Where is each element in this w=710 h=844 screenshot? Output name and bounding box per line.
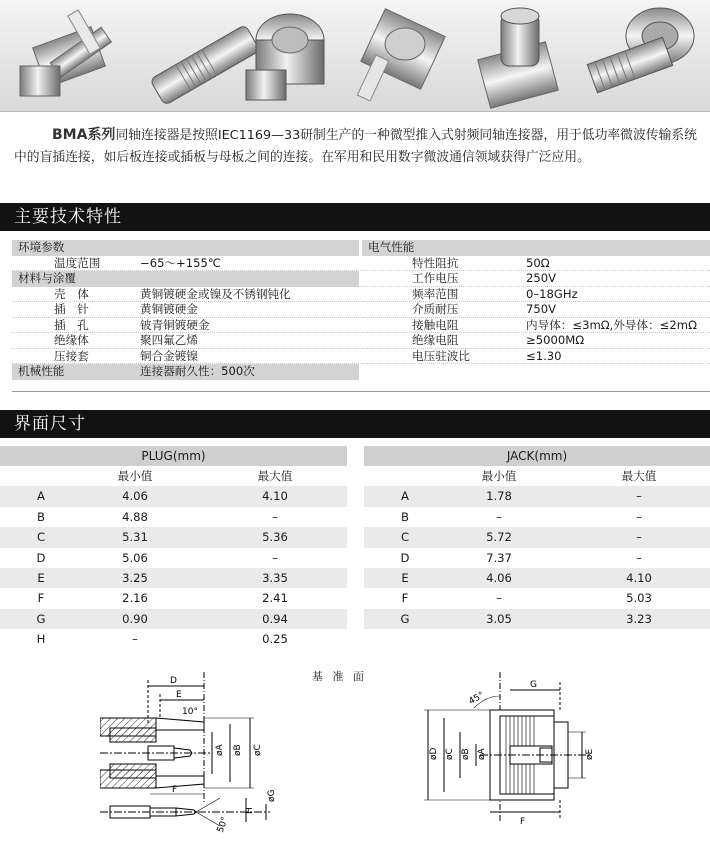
spec-value: 750V xyxy=(526,302,557,316)
reference-plane-label: 基 准 面 xyxy=(312,670,367,683)
spec-mech-value: 连接器耐久性：500次 xyxy=(140,364,255,378)
spec-value: ≥5000MΩ xyxy=(526,333,585,347)
dim-min: 7.37 xyxy=(486,550,512,565)
spec-key: 压接套 xyxy=(54,348,89,363)
spec-head-mechanical xyxy=(12,364,359,380)
dim-label-C: øC xyxy=(445,748,455,760)
spec-table xyxy=(12,240,710,392)
dim-min: 5.31 xyxy=(122,530,148,545)
spec-value: 铍青铜镀硬金 xyxy=(140,317,210,332)
jack-table-header xyxy=(364,466,710,486)
dim-max: 4.10 xyxy=(262,489,288,504)
spec-key: 温度范围 xyxy=(54,255,101,270)
dim-max: 4.10 xyxy=(626,570,652,585)
dim-label-G: øG xyxy=(267,789,277,802)
col-max-label: 最大值 xyxy=(257,469,293,483)
spec-key: 特性阻抗 xyxy=(412,255,459,270)
dim-max: 2.41 xyxy=(262,591,288,606)
spec-row xyxy=(12,349,359,365)
dim-min: 3.25 xyxy=(122,570,148,585)
spec-key: 接触电阻 xyxy=(412,317,459,332)
dim-max: – xyxy=(636,509,642,524)
dim-max: – xyxy=(272,509,278,524)
dim-min: 4.06 xyxy=(122,489,148,504)
spec-value: 黄铜镀硬金或镍及不锈钢钝化 xyxy=(140,286,291,301)
spec-value: 聚四氟乙烯 xyxy=(140,333,198,347)
dim-label-B: øB xyxy=(461,748,471,760)
dim-label-H: H xyxy=(245,807,255,814)
dim-label-angle2: 50° xyxy=(215,815,231,835)
dim-max: 3.23 xyxy=(626,611,652,626)
dim-min: 4.88 xyxy=(122,509,148,524)
dim-label-B: øB xyxy=(233,744,243,756)
spec-key: 绝缘电阻 xyxy=(412,333,459,347)
dim-id: E xyxy=(401,570,409,585)
spec-row xyxy=(362,287,710,303)
dim-id: A xyxy=(37,489,45,504)
plug-dimension-table xyxy=(0,446,347,650)
table-row xyxy=(364,548,710,568)
dim-label-angle: 45° xyxy=(467,690,487,708)
table-row xyxy=(0,629,347,649)
spec-row xyxy=(12,287,359,303)
table-row xyxy=(0,588,347,608)
dim-label-F: F xyxy=(520,817,526,827)
spec-value: 0–18GHz xyxy=(526,286,578,301)
photo-jack-cylinder xyxy=(246,14,324,100)
plug-table-title: PLUG(mm) xyxy=(0,446,347,466)
table-row xyxy=(364,527,710,547)
dim-max: 0.94 xyxy=(262,611,288,626)
table-row xyxy=(364,568,710,588)
spec-key: 绝缘体 xyxy=(54,333,89,347)
spec-key: 壳 体 xyxy=(54,286,89,301)
spec-value: −65～+155℃ xyxy=(140,255,221,270)
dim-min: – xyxy=(496,591,502,606)
dim-label-A: øA xyxy=(215,744,225,756)
dim-label-A: øA xyxy=(477,748,487,760)
spec-row xyxy=(362,318,710,334)
spec-key: 频率范围 xyxy=(412,286,459,301)
dim-min: 0.90 xyxy=(122,611,148,626)
dim-id: B xyxy=(37,509,45,524)
dim-label-F: F xyxy=(172,785,178,795)
photo-panel-jack xyxy=(357,9,445,101)
spec-row xyxy=(12,302,359,318)
dim-min: 5.72 xyxy=(486,530,512,545)
dim-max: – xyxy=(636,530,642,545)
plug-drawing xyxy=(100,672,300,840)
spec-row xyxy=(12,333,359,349)
spec-key: 工作电压 xyxy=(412,271,459,285)
table-row xyxy=(0,568,347,588)
dim-label-E: øE xyxy=(585,748,595,760)
dim-max: 5.36 xyxy=(262,530,288,545)
dim-min: 5.06 xyxy=(122,550,148,565)
intro-text: 同轴连接器是按照IEC1169—33研制生产的一种微型推入式射频同轴连接器，用于低功率微波传输系统中的盲插连接，如后板连接或插板与母板之间的连接。在军用和民用数字微波通信领域获得广泛应用。 xyxy=(14,128,697,165)
spec-row xyxy=(12,256,359,272)
dim-min: – xyxy=(496,509,502,524)
spec-head-environment: 环境参数 xyxy=(12,240,359,256)
dim-min: – xyxy=(132,632,138,647)
dim-id: D xyxy=(400,550,410,565)
spec-head-materials: 材料与涂覆 xyxy=(12,271,359,287)
jack-dimension-table xyxy=(364,446,710,629)
dim-max: – xyxy=(636,489,642,504)
table-row xyxy=(364,588,710,608)
photo-bulkhead xyxy=(587,8,694,93)
dim-min: 2.16 xyxy=(122,591,148,606)
dim-min: 1.78 xyxy=(486,489,512,504)
spec-right-column xyxy=(362,240,710,364)
dim-min: 4.06 xyxy=(486,570,512,585)
spec-value: 黄铜镀硬金 xyxy=(140,302,198,316)
spec-bottom-rule xyxy=(12,391,710,392)
spec-row xyxy=(362,349,710,365)
dim-max: – xyxy=(272,550,278,565)
section-title-specs: 主要技术特性 xyxy=(0,203,710,231)
table-row xyxy=(364,507,710,527)
photo-square-jack xyxy=(478,8,559,108)
dim-id: C xyxy=(36,530,46,545)
spec-key: 电压驻波比 xyxy=(412,348,470,363)
spec-row xyxy=(362,271,710,287)
dim-id: G xyxy=(400,611,410,626)
dim-label-D: øD xyxy=(429,747,439,760)
spec-value: ≤1.30 xyxy=(526,348,562,363)
dim-id: F xyxy=(37,591,45,606)
table-row xyxy=(0,507,347,527)
table-row xyxy=(0,609,347,629)
photo-flange-plug xyxy=(20,10,111,96)
dim-id: H xyxy=(36,632,46,647)
dim-min: 3.05 xyxy=(486,611,512,626)
col-min-label: 最小值 xyxy=(117,469,153,483)
spec-row xyxy=(12,318,359,334)
dim-label-E: E xyxy=(176,690,182,700)
dim-id: C xyxy=(400,530,410,545)
jack-table-title: JACK(mm) xyxy=(364,446,710,466)
dim-label-C: øC xyxy=(253,744,263,756)
spec-mech-label: 机械性能 xyxy=(18,364,65,378)
table-row xyxy=(364,609,710,629)
product-photo-banner xyxy=(0,0,710,112)
col-max-label: 最大值 xyxy=(621,469,657,483)
dim-label-G: G xyxy=(530,680,537,690)
spec-value: 250V xyxy=(526,271,557,285)
spec-row xyxy=(362,302,710,318)
intro-paragraph xyxy=(14,124,700,169)
spec-key: 插 针 xyxy=(54,302,89,316)
table-row xyxy=(0,527,347,547)
dim-id: B xyxy=(401,509,409,524)
plug-table-header xyxy=(0,466,347,486)
dim-id: E xyxy=(37,570,45,585)
spec-key: 插 孔 xyxy=(54,317,89,332)
dim-label-angle: 10° xyxy=(182,707,198,717)
dim-max: – xyxy=(636,550,642,565)
dim-max: 5.03 xyxy=(626,591,652,606)
connector-photos xyxy=(0,0,710,112)
section-title-dimensions: 界面尺寸 xyxy=(0,410,710,438)
spec-head-electrical: 电气性能 xyxy=(362,240,710,256)
dim-label-D: D xyxy=(170,676,177,686)
dim-id: A xyxy=(401,489,409,504)
table-row xyxy=(364,486,710,506)
spec-key: 介质耐压 xyxy=(412,302,459,316)
table-row xyxy=(0,548,347,568)
dim-id: D xyxy=(36,550,46,565)
spec-row xyxy=(362,333,710,349)
dim-max: 0.25 xyxy=(262,632,288,647)
photo-cable-plug xyxy=(150,25,260,106)
col-min-label: 最小值 xyxy=(481,469,517,483)
dim-max: 3.35 xyxy=(262,570,288,585)
jack-drawing xyxy=(410,672,620,840)
spec-value: 铜合金镀镍 xyxy=(140,348,198,363)
series-name: BMA系列 xyxy=(52,127,116,143)
table-row xyxy=(0,486,347,506)
spec-left-column xyxy=(12,240,359,380)
spec-value: 内导体：≤3mΩ,外导体：≤2mΩ xyxy=(526,317,697,332)
spec-row xyxy=(362,256,710,272)
dim-id: G xyxy=(36,611,46,626)
spec-value: 50Ω xyxy=(526,255,550,270)
dim-id: F xyxy=(401,591,409,606)
